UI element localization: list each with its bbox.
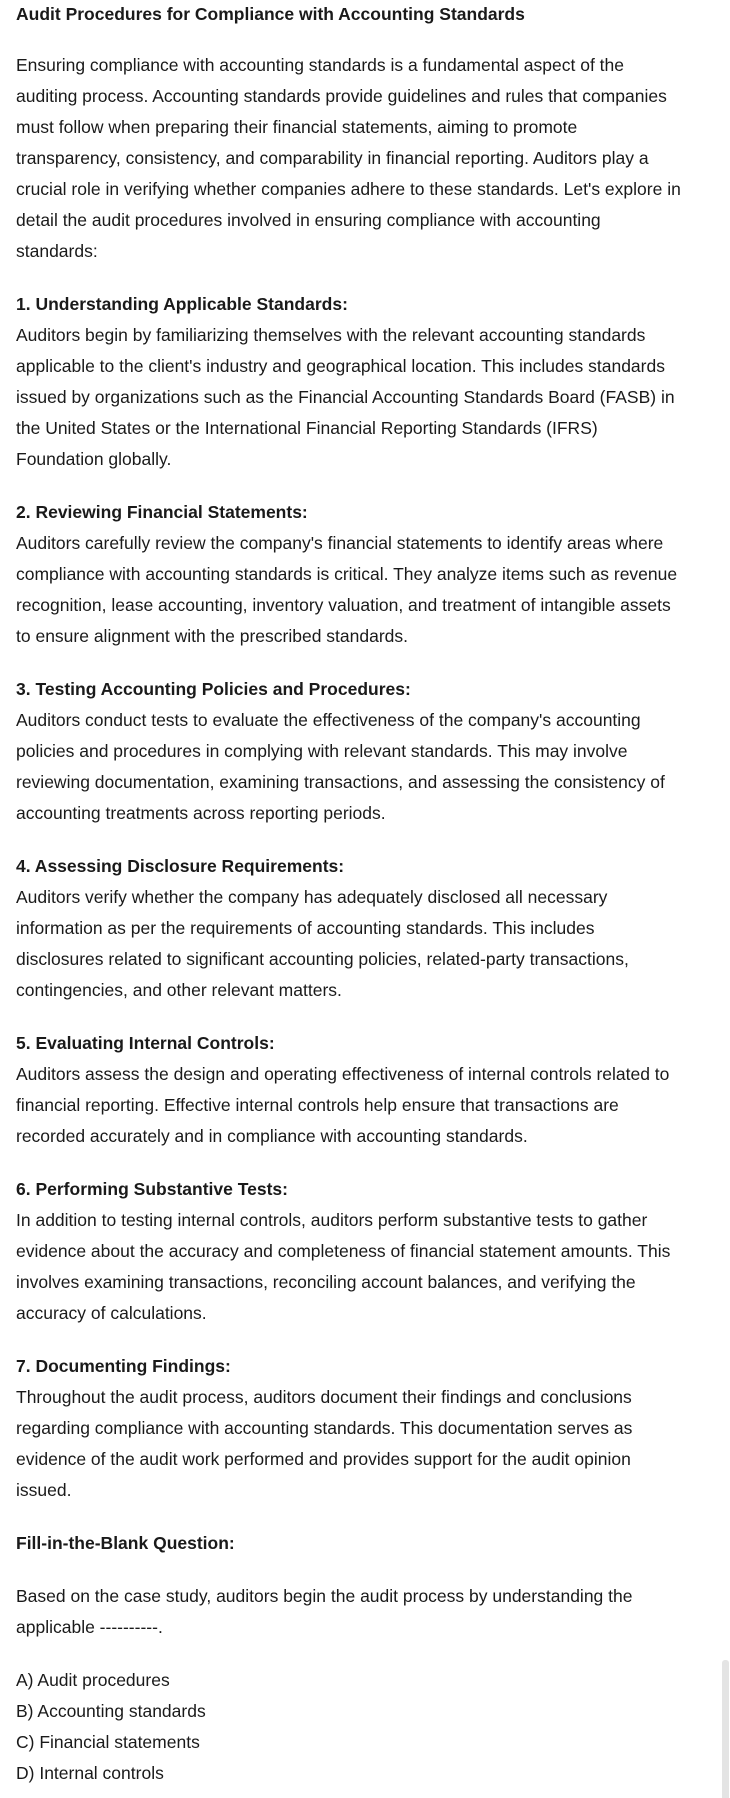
question-label: Fill-in-the-Blank Question: xyxy=(16,1533,235,1553)
section-body: Auditors assess the design and operating effectiveness of internal controls related to financial reporting. Effective internal controls help ensure that transactions are recorded accurately and in compliance with accounting standards. xyxy=(16,1064,670,1146)
section-heading: 3. Testing Accounting Policies and Procedures: xyxy=(16,679,411,699)
scrollbar-thumb[interactable] xyxy=(722,1660,729,1798)
section-body: Auditors conduct tests to evaluate the effectiveness of the company's accounting policies and procedures in complying with relevant standards. This may involve reviewing documentation, examining transactions, and assessing the consistency of accounting treatments across reporting periods. xyxy=(16,710,665,823)
document-title: Audit Procedures for Compliance with Accounting Standards xyxy=(16,4,525,24)
section-heading: 4. Assessing Disclosure Requirements: xyxy=(16,856,345,876)
section-documenting-findings xyxy=(16,1351,682,1506)
section-heading: 6. Performing Substantive Tests: xyxy=(16,1179,288,1199)
section-body: In addition to testing internal controls, auditors perform substantive tests to gather evidence about the accuracy and completeness of financial statement amounts. This involves examining transactions, reconciling account balances, and verifying the accuracy of calculations. xyxy=(16,1210,671,1323)
document xyxy=(16,0,682,1789)
section-heading: 5. Evaluating Internal Controls: xyxy=(16,1033,275,1053)
section-understanding-standards xyxy=(16,289,682,475)
section-substantive-tests xyxy=(16,1174,682,1329)
option-b[interactable]: B) Accounting standards xyxy=(16,1701,206,1721)
intro-paragraph: Ensuring compliance with accounting standards is a fundamental aspect of the auditing process. Accounting standards provide guidelines and rules that companies must follow when preparing their financial statements, aiming to promote transparency, consistency, and comparability in financial reporting. Auditors play a crucial role in verifying whether companies adhere to these standards. Let's explore in detail the audit procedures involved in ensuring compliance with accounting standards: xyxy=(16,55,681,261)
section-testing-policies xyxy=(16,674,682,829)
section-heading: 7. Documenting Findings: xyxy=(16,1356,231,1376)
section-heading: 1. Understanding Applicable Standards: xyxy=(16,294,348,314)
answer-options xyxy=(16,1665,682,1789)
section-body: Auditors carefully review the company's financial statements to identify areas where compliance with accounting standards is critical. They analyze items such as revenue recognition, lease accounting, inventory valuation, and treatment of intangible assets to ensure alignment with the prescribed standards. xyxy=(16,533,678,646)
section-disclosure-requirements xyxy=(16,851,682,1006)
section-body: Throughout the audit process, auditors document their findings and conclusions regarding compliance with accounting standards. This documentation serves as evidence of the audit work performed and provides support for the audit opinion issued. xyxy=(16,1387,633,1500)
option-c[interactable]: C) Financial statements xyxy=(16,1732,200,1752)
section-heading: 2. Reviewing Financial Statements: xyxy=(16,502,308,522)
question-text: Based on the case study, auditors begin the audit process by understanding the applicable ----------. xyxy=(16,1586,633,1637)
vertical-scrollbar[interactable] xyxy=(720,0,730,1798)
section-reviewing-statements xyxy=(16,497,682,652)
option-d[interactable]: D) Internal controls xyxy=(16,1763,164,1783)
section-internal-controls xyxy=(16,1028,682,1152)
section-body: Auditors verify whether the company has adequately disclosed all necessary information as per the requirements of accounting standards. This includes disclosures related to significant accounting policies, related-party transactions, contingencies, and other relevant matters. xyxy=(16,887,629,1000)
section-body: Auditors begin by familiarizing themselves with the relevant accounting standards applicable to the client's industry and geographical location. This includes standards issued by organizations such as the Financial Accounting Standards Board (FASB) in the United States or the International Financial Reporting Standards (IFRS) Foundation globally. xyxy=(16,325,675,469)
option-a[interactable]: A) Audit procedures xyxy=(16,1670,170,1690)
